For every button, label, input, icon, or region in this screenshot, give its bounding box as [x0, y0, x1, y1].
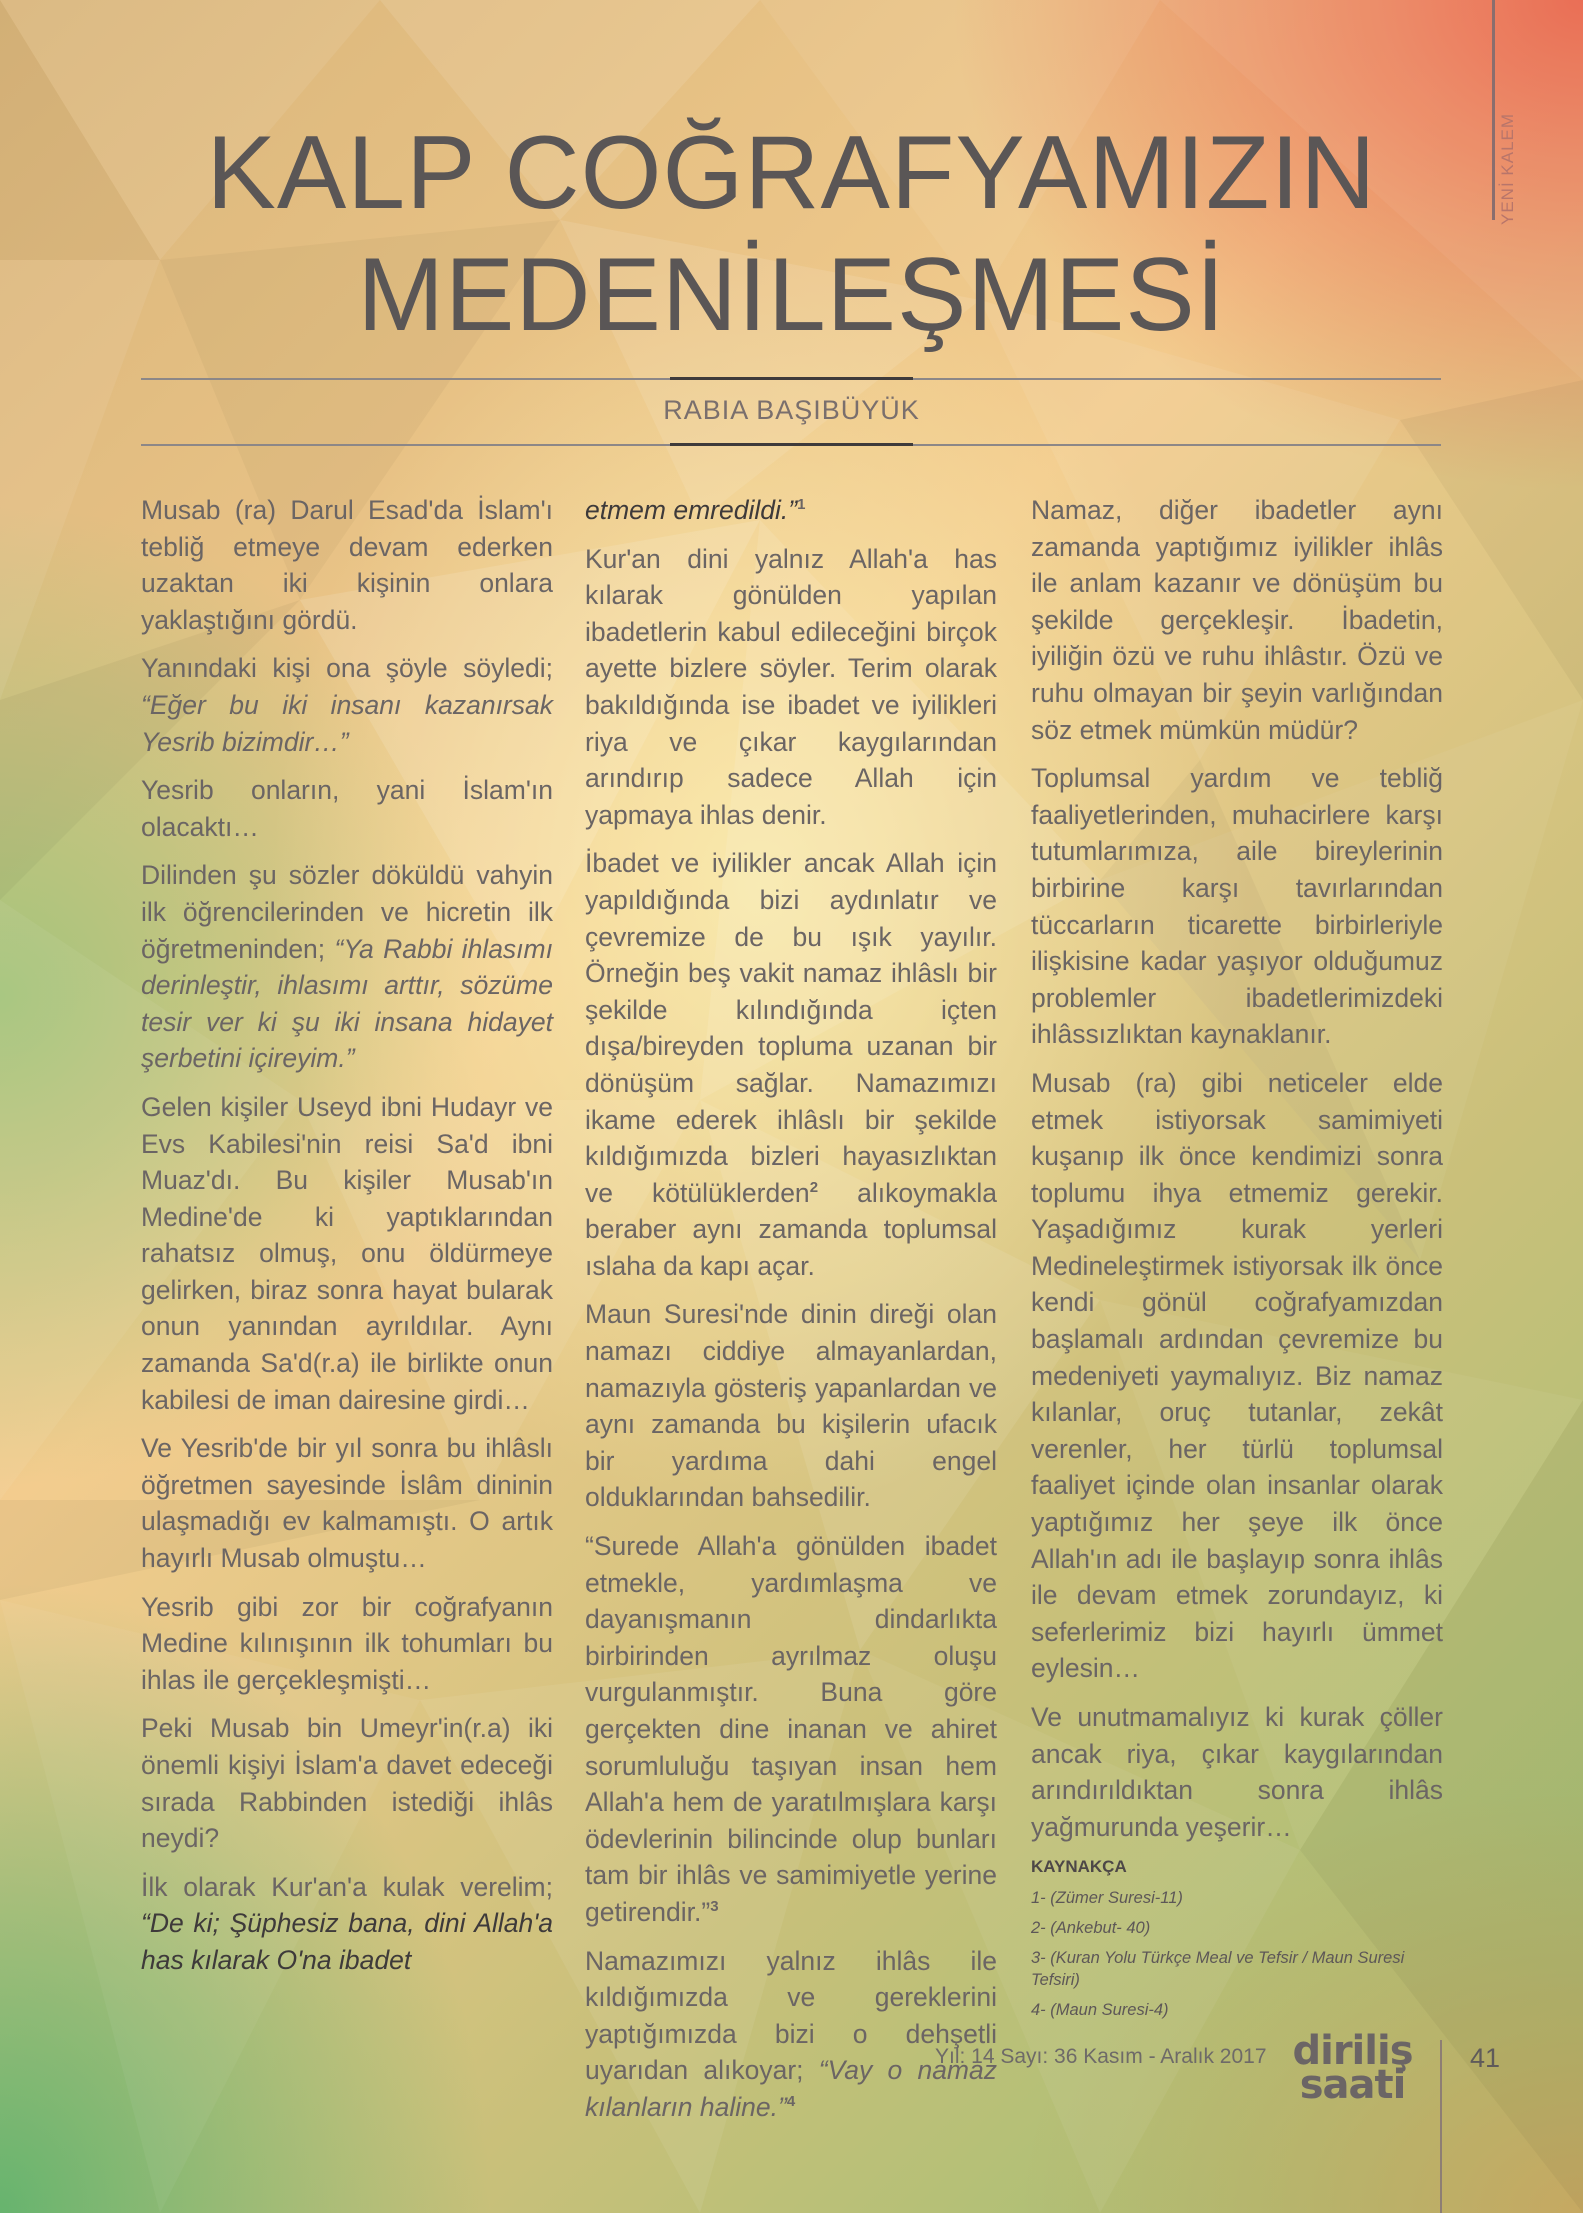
- issue-info: Yıl: 14 Sayı: 36 Kasım - Aralık 2017: [935, 2045, 1267, 2068]
- title-line-1: KALP COĞRAFYAMIZIN: [206, 115, 1377, 231]
- paragraph-text: İlk olarak Kur'an'a kulak verelim;: [141, 1871, 553, 1902]
- footnote-ref: 3: [710, 1898, 719, 1916]
- paragraph: Ve unutmamalıyız ki kurak çöller ancak riya, çıkar kaygılarından arındırıldıktan sonra ihlâs yağmurunda yeşerir…: [1031, 1702, 1443, 1842]
- logo-line-2: saati: [1299, 2062, 1406, 2108]
- footnote-ref: 4: [786, 2093, 796, 2111]
- paragraph: [585, 492, 997, 529]
- paragraph: Kur'an dini yalnız Allah'a has kılarak gönülden yapılan ibadetlerin kabul edileceğini birçok ayette bizlere söyler. Terim olarak bakıldığında ise ibadet ve iyilikleri riya ve çıkar kaygılarından arındırıp sadece Allah için yapmaya ihlas denir.: [585, 543, 997, 830]
- footnote-ref: 2: [809, 1178, 819, 1196]
- paragraph: Musab (ra) gibi neticeler elde etmek istiyorsak samimiyeti kuşanıp ilk önce kendimizi sonra toplumu ihya etmemiz gerekir. Yaşadığımız kurak yerleri Medineleştirmek istiyorsak ilk önce kendi gönül coğrafyamızdan başlamalı ardından çevremize bu medeniyeti yaymalıyız. Biz namaz kılanlar, oruç tutanlar, zekât verenler, her türlü toplumsal faaliyet içinde olan insanlar olarak yaptığımız her şeye ilk önce Allah'ın adı ile başlayıp sonra ihlâs ile devam etmek zorundayız, ki seferlerimiz bizi hayırlı ümmet eylesin…: [1031, 1067, 1443, 1684]
- paragraph-text: alıkoymakla beraber aynı zamanda toplumsal ıslaha da kapı açar.: [585, 1177, 998, 1281]
- paragraph-text: Dilinden şu sözler döküldü vahyin ilk öğrencilerinden ve hicretin ilk öğretmeninden;: [141, 860, 553, 964]
- column-1: [141, 492, 553, 1991]
- article-title: [0, 112, 1583, 356]
- reference-item: 4- (Maun Suresi-4): [1031, 2001, 1169, 2020]
- paragraph: Yesrib gibi zor bir coğrafyanın Medine kılınışının ilk tohumları bu ihlas ile gerçekleşmişti…: [141, 1591, 553, 1695]
- quote-text: “Eğer bu iki insanı kazanırsak Yesrib bizimdir…”: [141, 689, 553, 757]
- paragraph-text: Yanındaki kişi ona şöyle söyledi;: [141, 653, 553, 684]
- quote-text: “De ki; Şüphesiz bana, dini Allah'a has kılarak O'na ibadet: [141, 1908, 553, 1975]
- paragraph-text: “Surede Allah'a gönülden ibadet etmekle, yardımlaşma ve dayanışmanın dindarlıkta birbirinden ayrılmaz oluşu vurgulanmıştır. Buna göre gerçekten dine inanan ve ahiret sorumluluğu taşıyan insan hem Allah'a hem de yaratılmışlara karşı ödevlerinin bilincinde olup bunları tam bir ihlâs ve samimiyetle yerine getirendir.”: [585, 1531, 997, 1927]
- quote-text: “Vay o namaz kılanların haline.”: [585, 2055, 997, 2122]
- paragraph: Ve Yesrib'de bir yıl sonra bu ihlâslı öğretmen sayesinde İslâm dininin ulaşmadığı ev kalmamıştı. O artık hayırlı Musab olmuştu…: [141, 1433, 553, 1574]
- quote-text: “Ya Rabbi ihlasımı derinleştir, ihlasımı arttır, sözüme tesir ver ki şu iki insana hidayet şerbetini içireyim.”: [141, 933, 553, 1074]
- footnote-ref: 1: [797, 496, 806, 514]
- author-rule-top-accent: [670, 377, 913, 380]
- logo-line-1: diriliş: [1292, 2028, 1413, 2074]
- references-list: [1031, 1887, 1443, 2021]
- paragraph: [141, 650, 553, 760]
- paragraph-text: Namazımızı yalnız ihlâs ile kıldığımızda ve gereklerini yaptığımızda bizi o dehşetli uyarıdan alıkoyar;: [585, 1945, 997, 2086]
- page-number: 41: [1470, 2043, 1501, 2073]
- paragraph: [141, 1869, 553, 1979]
- footer-divider: [1440, 2040, 1442, 2213]
- paragraph: Yesrib onların, yani İslam'ın olacaktı…: [141, 775, 553, 842]
- paragraph: [585, 1528, 997, 1931]
- section-label-text: YENİ KALEM: [1498, 112, 1517, 225]
- reference-item: 1- (Zümer Suresi-11): [1031, 1889, 1183, 1908]
- reference-item: 3- (Kuran Yolu Türkçe Meal ve Tefsir / Maun Suresi Tefsiri): [1031, 1949, 1405, 1990]
- paragraph: Toplumsal yardım ve tebliğ faaliyetlerinden, muhacirlere karşı tutumlarımıza, aile bireylerinin birbirine karşı tavırlarından tüccarların ticarette birbirleriyle ilişkisine kadar yaşıyor olduğumuz problemler ibadetlerimizdeki ihlâssızlıktan kaynaklanır.: [1031, 763, 1443, 1050]
- magazine-logo: [1290, 2028, 1415, 2108]
- title-line-2: MEDENİLEŞMESİ: [357, 237, 1226, 353]
- paragraph: Gelen kişiler Useyd ibni Hudayr ve Evs Kabilesi'nin reisi Sa'd ibni Muaz'dı. Bu kişiler Musab'ın Medine'de ki yaptıklarından rahatsız olmuş, onu öldürmeye gelirken, biraz sonra hayat bularak onun yanından ayrıldılar. Aynı zamanda Sa'd(r.a) ile birlikte onun kabilesi de iman dairesine girdi…: [141, 1091, 553, 1415]
- references-title: KAYNAKÇA: [1031, 1857, 1127, 1877]
- paragraph: Maun Suresi'nde dinin direği olan namazı ciddiye almayanlardan, namazıyla gösteriş yapanlardan ve aynı zamanda bu kişilerin ufacık bir yardıma dahi engel olduklarından bahsedilir.: [585, 1299, 997, 1513]
- author-rule-bottom-accent: [670, 443, 913, 446]
- column-2: [585, 492, 997, 2138]
- paragraph: Peki Musab bin Umeyr'in(r.a) iki önemli kişiyi İslam'a davet edeceği sırada Rabbinden istediği ihlâs neydi?: [141, 1713, 553, 1854]
- quote-text: etmem emredildi.”: [585, 495, 798, 525]
- column-3: [1031, 492, 1443, 2029]
- paragraph: [141, 857, 553, 1077]
- paragraph: Namaz, diğer ibadetler aynı zamanda yaptığımız iyilikler ihlâs ile anlam kazanır ve dönüşüm bu şekilde gerçekleşir. İbadetin, iyiliğin özü ve ruhu ihlâstır. Özü ve ruhu olmayan bir şeyin varlığından söz etmek mümkün müdür?: [1031, 495, 1443, 745]
- author-name: RABIA BAŞIBÜYÜK: [663, 395, 920, 425]
- paragraph-text: İbadet ve iyilikler ancak Allah için yapıldığında bizi aydınlatır ve çevremize de bu ışık yayılır. Örneğin beş vakit namaz ihlâslı bir şekilde kılındığında içten dışa/bireyden topluma uzanan bir dönüşüm sağlar. Namazımızı ikame ederek ihlâslı bir şekilde kıldığımızda bizleri hayasızlıktan ve kötülüklerden: [585, 848, 997, 1208]
- paragraph: Musab (ra) Darul Esad'da İslam'ı tebliğ etmeye devam ederken uzaktan iki kişinin onlara yaklaştığını gördü.: [141, 495, 553, 635]
- paragraph: [585, 1943, 997, 2126]
- reference-item: 2- (Ankebut- 40): [1031, 1919, 1151, 1938]
- paragraph: [585, 845, 997, 1284]
